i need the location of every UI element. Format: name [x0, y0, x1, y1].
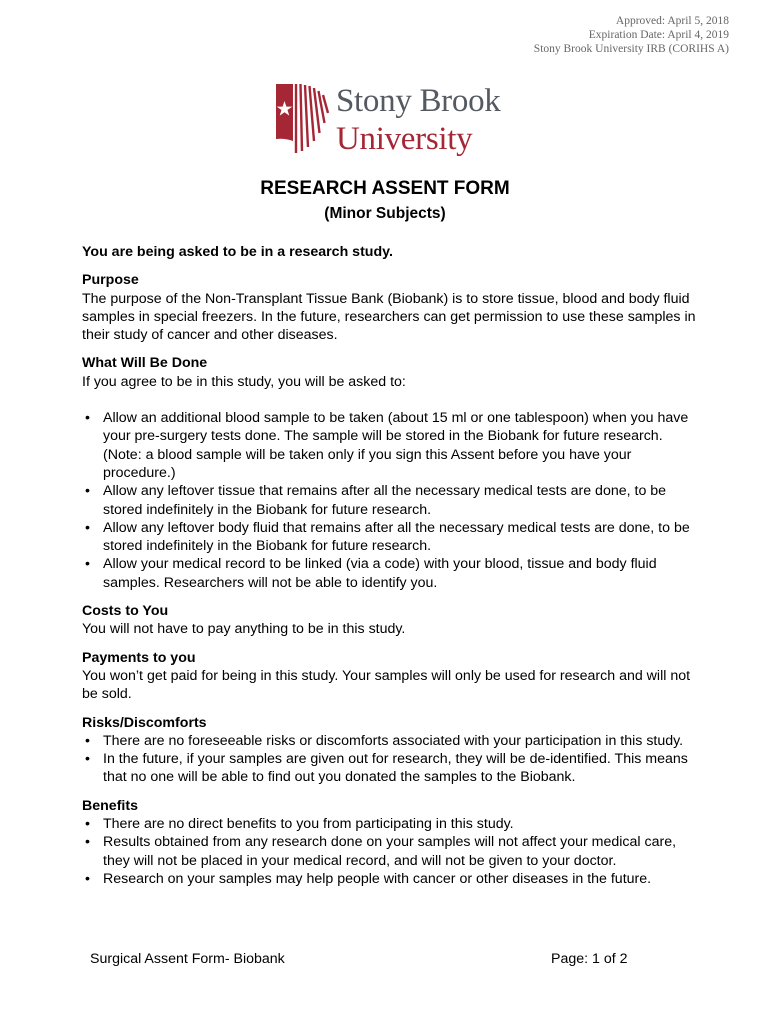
footer-form-name: Surgical Assent Form- Biobank: [90, 951, 285, 967]
logo-wordmark-line2: University: [336, 121, 473, 157]
what-list: [82, 409, 702, 592]
footer-page-number: Page: 1 of 2: [551, 951, 628, 967]
section-benefits: [82, 797, 702, 888]
payments-text: You won’t get paid for being in this study. Your samples will only be used for research and will not be sold.: [82, 667, 691, 703]
list-item: • Allow any leftover tissue that remains after all the necessary medical tests are done, to be stored indefinitely in the Biobank for future research.: [82, 482, 702, 519]
list-item: • Allow an additional blood sample to be taken (about 15 ml or one tablespoon) when you have your pre-surgery tests done. The sample will be stored in the Biobank for future research. (Note: a blood sample will be taken only if you sign this Assent before you have your procedure.): [82, 409, 702, 482]
document-body: [82, 243, 702, 888]
logo-wordmark-line1: Stony Brook: [336, 83, 501, 119]
purpose-text: The purpose of the Non-Transplant Tissue Bank (Biobank) is to store tissue, blood and body fluid samples in special freezers. In the future, researchers can get permission to use these samples in their study of cancer and other diseases.: [82, 290, 696, 344]
benefits-list: [82, 815, 702, 888]
list-item: • Research on your samples may help people with cancer or other diseases in the future.: [82, 870, 702, 888]
intro-text: You are being asked to be in a research study.: [82, 244, 393, 260]
payments-heading: Payments to you: [82, 649, 196, 666]
what-text: If you agree to be in this study, you will be asked to:: [82, 373, 406, 390]
section-payments: [82, 649, 702, 704]
list-item: • Results obtained from any research done on your samples will not affect your medical care, they will not be placed in your medical record, and will not be given to your doctor.: [82, 833, 702, 870]
section-costs: [82, 602, 702, 639]
section-purpose: [82, 271, 702, 344]
approved-date: Approved: April 5, 2018: [615, 15, 729, 27]
list-item: • There are no foreseeable risks or discomforts associated with your participation in this study.: [82, 732, 702, 750]
list-item: • Allow your medical record to be linked (via a code) with your blood, tissue and body fluid samples. Researchers will not be able to identify you.: [82, 555, 702, 592]
list-item: • In the future, if your samples are given out for research, they will be de-identified. This means that no one will be able to find out you donated the samples to the Biobank.: [82, 750, 702, 787]
irb-name: Stony Brook University IRB (CORIHS A): [533, 43, 729, 55]
page-subtitle: (Minor Subjects): [324, 205, 446, 222]
section-what-will-be-done: [82, 354, 702, 592]
page-title: RESEARCH ASSENT FORM: [260, 178, 510, 199]
purpose-heading: Purpose: [82, 272, 139, 289]
seal-icon: [276, 81, 332, 167]
risks-list: [82, 732, 702, 787]
what-heading: What Will Be Done: [82, 355, 208, 372]
approval-stamp: [534, 14, 729, 56]
section-risks: [82, 714, 702, 787]
risks-heading: Risks/Discomforts: [82, 714, 207, 731]
benefits-heading: Benefits: [82, 797, 138, 814]
expiration-date: Expiration Date: April 4, 2019: [588, 29, 729, 41]
list-item: • There are no direct benefits to you from participating in this study.: [82, 815, 702, 833]
university-logo: [276, 81, 502, 167]
list-item: • Allow any leftover body fluid that remains after all the necessary medical tests are done, to be stored indefinitely in the Biobank for future research.: [82, 519, 702, 556]
costs-text: You will not have to pay anything to be in this study.: [82, 621, 406, 638]
costs-heading: Costs to You: [82, 603, 169, 620]
